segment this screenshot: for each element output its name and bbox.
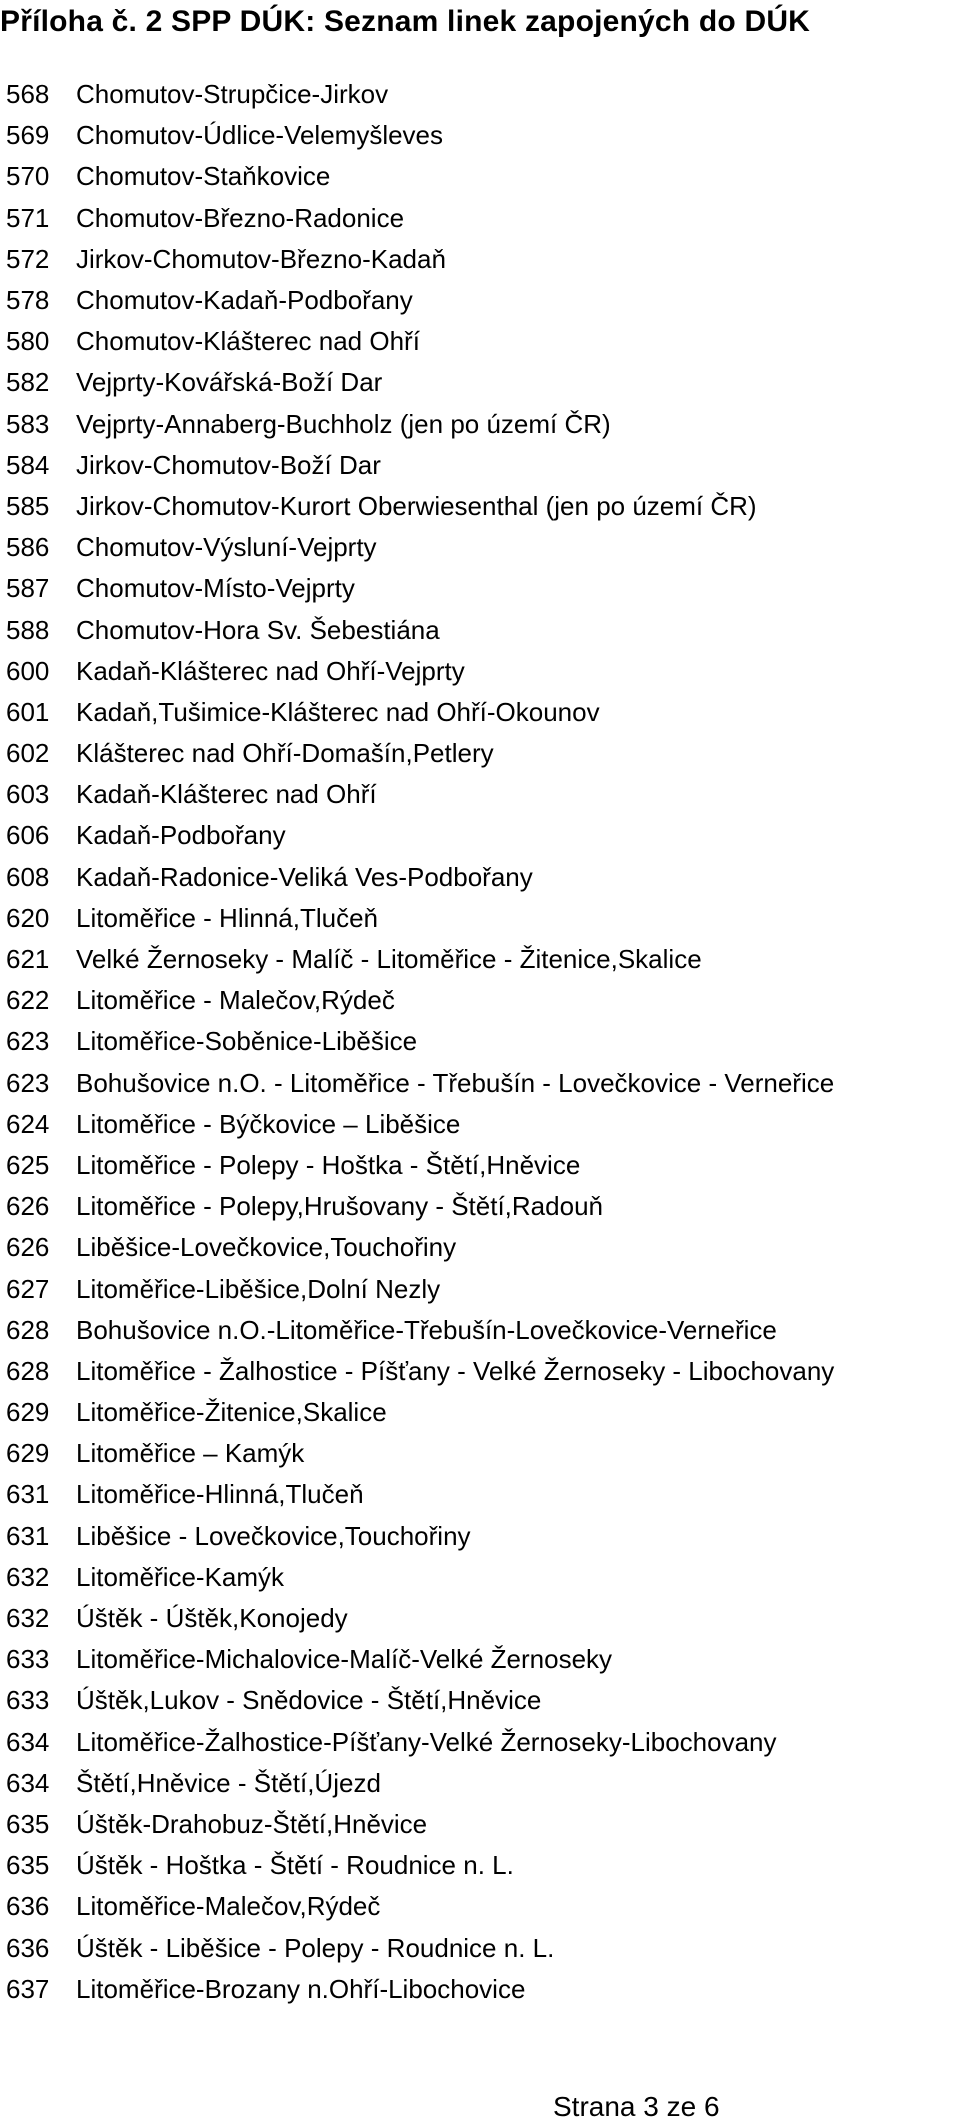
line-route: Úštěk-Drahobuz-Štětí,Hněvice	[76, 1808, 428, 1839]
list-item	[6, 1186, 834, 1227]
list-item	[6, 1392, 834, 1433]
line-number: 627	[6, 1273, 50, 1304]
line-route: Litoměřice - Polepy - Hoštka - Štětí,Hněvice	[76, 1149, 581, 1180]
line-route: Jirkov-Chomutov-Březno-Kadaň	[76, 243, 446, 274]
line-route: Chomutov-Místo-Vejprty	[76, 573, 355, 604]
list-item	[6, 980, 834, 1021]
list-item	[6, 733, 834, 774]
list-item	[6, 774, 834, 815]
line-number: 578	[6, 285, 50, 316]
list-item	[6, 1763, 834, 1804]
page-title: Příloha č. 2 SPP DÚK: Seznam linek zapojených do DÚK	[0, 5, 811, 38]
line-number: 600	[6, 655, 50, 686]
line-number: 620	[6, 902, 50, 933]
line-number: 571	[6, 202, 50, 233]
line-number: 636	[6, 1932, 50, 1963]
line-route: Chomutov-Strupčice-Jirkov	[76, 79, 389, 110]
line-route: Velké Žernoseky - Malíč - Litoměřice - Žitenice,Skalice	[76, 944, 702, 975]
line-route: Liběšice - Lovečkovice,Touchořiny	[76, 1520, 471, 1551]
list-item	[6, 1927, 834, 1968]
line-route: Jirkov-Chomutov-Boží Dar	[76, 449, 381, 480]
list-item	[6, 815, 834, 856]
line-route: Kadaň-Radonice-Veliká Ves-Podbořany	[76, 861, 533, 892]
line-number: 626	[6, 1232, 50, 1263]
line-number: 572	[6, 243, 50, 274]
line-route: Litoměřice – Kamýk	[76, 1438, 305, 1469]
list-item	[6, 1104, 834, 1145]
line-number: 621	[6, 944, 50, 975]
line-number: 633	[6, 1685, 50, 1716]
line-route: Liběšice-Lovečkovice,Touchořiny	[76, 1232, 457, 1263]
line-number: 637	[6, 1973, 50, 2004]
line-number: 601	[6, 696, 50, 727]
line-route: Litoměřice-Malečov,Rýdeč	[76, 1891, 381, 1922]
list-item	[6, 1227, 834, 1268]
line-route: Litoměřice-Žitenice,Skalice	[76, 1397, 387, 1428]
list-item	[6, 1145, 834, 1186]
line-number: 568	[6, 79, 50, 110]
line-number: 635	[6, 1808, 50, 1839]
list-item	[6, 651, 834, 692]
line-route: Chomutov-Údlice-Velemyšleves	[76, 120, 444, 151]
line-number: 623	[6, 1026, 50, 1057]
line-route: Kadaň,Tušimice-Klášterec nad Ohří-Okounov	[76, 696, 600, 727]
line-number: 633	[6, 1644, 50, 1675]
list-item	[6, 1845, 834, 1886]
line-number: 580	[6, 326, 50, 357]
line-route: Litoměřice-Liběšice,Dolní Nezly	[76, 1273, 441, 1304]
list-item	[6, 898, 834, 939]
line-route: Litoměřice-Michalovice-Malíč-Velké Žernoseky	[76, 1644, 613, 1675]
line-number: 586	[6, 532, 50, 563]
list-item	[6, 1639, 834, 1680]
line-number: 634	[6, 1726, 50, 1757]
line-number: 569	[6, 120, 50, 151]
line-number: 628	[6, 1355, 50, 1386]
list-item	[6, 1310, 834, 1351]
line-route: Litoměřice - Polepy,Hrušovany - Štětí,Radouň	[76, 1191, 603, 1222]
line-route: Jirkov-Chomutov-Kurort Oberwiesenthal (jen po území ČR)	[76, 490, 757, 521]
line-route: Litoměřice-Hlinná,Tlučeň	[76, 1479, 364, 1510]
line-route: Chomutov-Staňkovice	[76, 161, 331, 192]
line-number: 588	[6, 614, 50, 645]
list-item	[6, 1557, 834, 1598]
line-route: Litoměřice - Hlinná,Tlučeň	[76, 902, 379, 933]
line-route: Vejprty-Annaberg-Buchholz (jen po území ČR)	[76, 408, 611, 439]
list-item	[6, 74, 834, 115]
bus-line-list	[6, 74, 834, 2010]
line-route: Litoměřice-Soběnice-Liběšice	[76, 1026, 418, 1057]
line-number: 587	[6, 573, 50, 604]
line-number: 629	[6, 1397, 50, 1428]
list-item	[6, 1722, 834, 1763]
list-item	[6, 1474, 834, 1515]
list-item	[6, 527, 834, 568]
line-route: Kadaň-Podbořany	[76, 820, 286, 851]
list-item	[6, 1268, 834, 1309]
line-route: Úštěk - Hoštka - Štětí - Roudnice n. L.	[76, 1850, 514, 1881]
line-number: 602	[6, 738, 50, 769]
line-route: Litoměřice-Brozany n.Ohří-Libochovice	[76, 1973, 526, 2004]
list-item	[6, 1351, 834, 1392]
line-number: 585	[6, 490, 50, 521]
line-route: Chomutov-Kadaň-Podbořany	[76, 285, 413, 316]
line-route: Úštěk,Lukov - Snědovice - Štětí,Hněvice	[76, 1685, 542, 1716]
line-number: 626	[6, 1191, 50, 1222]
list-item	[6, 404, 834, 445]
line-number: 634	[6, 1767, 50, 1798]
line-number: 635	[6, 1850, 50, 1881]
list-item	[6, 1969, 834, 2010]
line-number: 636	[6, 1891, 50, 1922]
line-route: Chomutov-Březno-Radonice	[76, 202, 405, 233]
list-item	[6, 486, 834, 527]
list-item	[6, 609, 834, 650]
line-route: Úštěk - Liběšice - Polepy - Roudnice n. L.	[76, 1932, 555, 1963]
line-route: Kadaň-Klášterec nad Ohří-Vejprty	[76, 655, 465, 686]
line-number: 632	[6, 1603, 50, 1634]
list-item	[6, 1021, 834, 1062]
list-item	[6, 321, 834, 362]
list-item	[6, 1680, 834, 1721]
page-number: Strana 3 ze 6	[553, 2091, 720, 2122]
line-route: Chomutov-Výsluní-Vejprty	[76, 532, 377, 563]
line-number: 631	[6, 1520, 50, 1551]
line-route: Bohušovice n.O.-Litoměřice-Třebušín-Lovečkovice-Verneřice	[76, 1314, 777, 1345]
list-item	[6, 857, 834, 898]
line-number: 624	[6, 1108, 50, 1139]
line-number: 623	[6, 1067, 50, 1098]
list-item	[6, 1598, 834, 1639]
line-number: 632	[6, 1561, 50, 1592]
line-route: Štětí,Hněvice - Štětí,Újezd	[76, 1767, 381, 1798]
line-route: Litoměřice - Žalhostice - Píšťany - Velké Žernoseky - Libochovany	[76, 1355, 835, 1386]
line-number: 625	[6, 1149, 50, 1180]
list-item	[6, 939, 834, 980]
list-item	[6, 1433, 834, 1474]
list-item	[6, 198, 834, 239]
line-route: Chomutov-Hora Sv. Šebestiána	[76, 614, 440, 645]
line-route: Klášterec nad Ohří-Domašín,Petlery	[76, 738, 494, 769]
line-route: Úštěk - Úštěk,Konojedy	[76, 1603, 348, 1634]
list-item	[6, 692, 834, 733]
line-route: Chomutov-Klášterec nad Ohří	[76, 326, 420, 357]
line-route: Litoměřice - Býčkovice – Liběšice	[76, 1108, 461, 1139]
line-number: 631	[6, 1479, 50, 1510]
line-number: 606	[6, 820, 50, 851]
line-route: Litoměřice - Malečov,Rýdeč	[76, 985, 395, 1016]
list-item	[6, 1804, 834, 1845]
line-number: 608	[6, 861, 50, 892]
line-route: Kadaň-Klášterec nad Ohří	[76, 779, 377, 810]
list-item	[6, 1886, 834, 1927]
list-item	[6, 568, 834, 609]
line-route: Litoměřice-Žalhostice-Píšťany-Velké Žernoseky-Libochovany	[76, 1726, 777, 1757]
list-item	[6, 445, 834, 486]
list-item	[6, 362, 834, 403]
line-route: Vejprty-Kovářská-Boží Dar	[76, 367, 383, 398]
line-number: 629	[6, 1438, 50, 1469]
line-number: 583	[6, 408, 50, 439]
list-item	[6, 1063, 834, 1104]
list-item	[6, 280, 834, 321]
line-route: Litoměřice-Kamýk	[76, 1561, 285, 1592]
line-number: 570	[6, 161, 50, 192]
line-number: 628	[6, 1314, 50, 1345]
line-number: 622	[6, 985, 50, 1016]
line-number: 603	[6, 779, 50, 810]
list-item	[6, 239, 834, 280]
list-item	[6, 156, 834, 197]
line-number: 584	[6, 449, 50, 480]
line-number: 582	[6, 367, 50, 398]
line-route: Bohušovice n.O. - Litoměřice - Třebušín - Lovečkovice - Verneřice	[76, 1067, 835, 1098]
list-item	[6, 115, 834, 156]
list-item	[6, 1516, 834, 1557]
